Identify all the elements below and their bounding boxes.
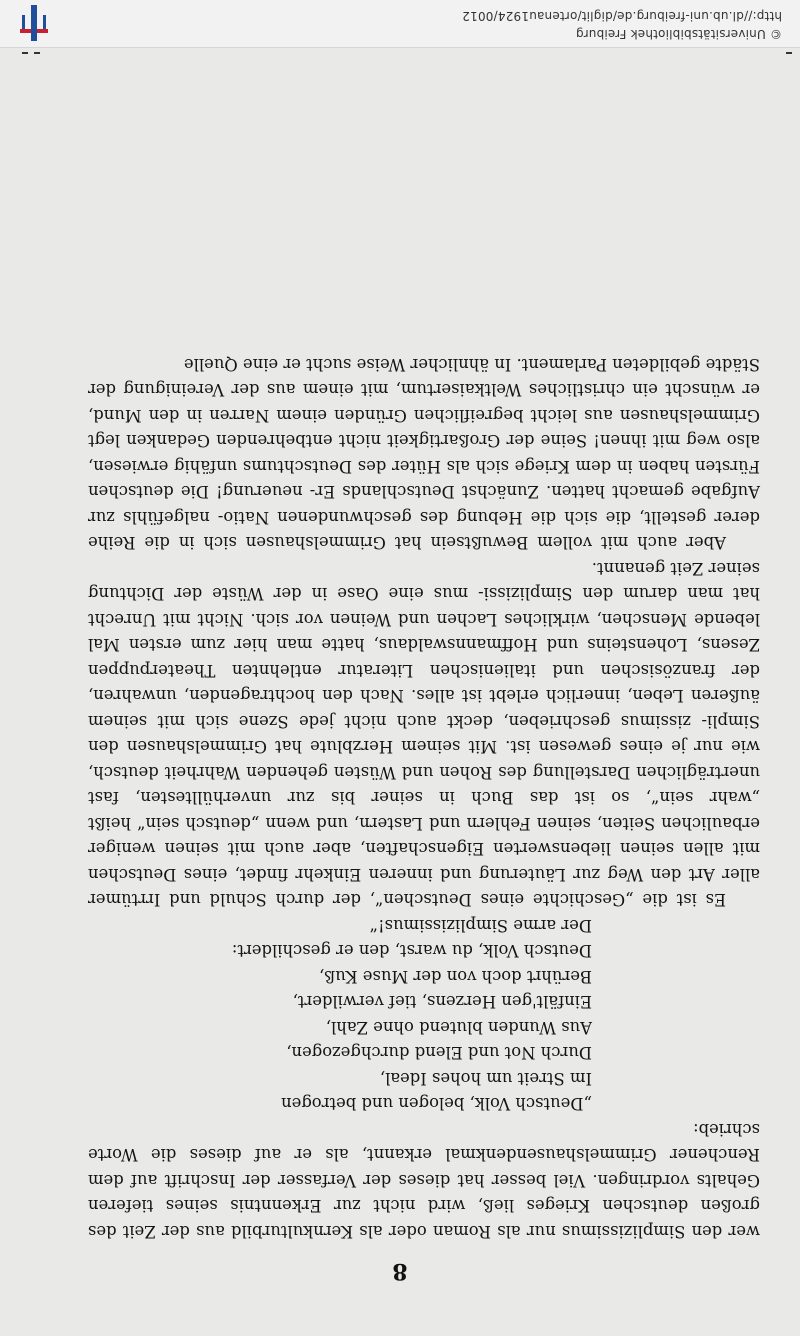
poem-line: Einfält'gen Herzens, tief verwildert, <box>292 992 592 1012</box>
poem-line: Durch Not und Elend durchgezogen, <box>286 1043 592 1063</box>
text-line: nalgefühls zur Aufgabe gemacht hatten. Zunächst Deutschlands Er- <box>87 482 760 527</box>
intro-paragraph <box>88 1117 760 1245</box>
page-number: 8 <box>392 1258 408 1284</box>
poem-line: Deutsch Volk, du warst, den er geschildert: <box>231 941 592 961</box>
text-line: Rohen und Wüsten gehenden Wahrheit deutsch, wie nur je eines <box>88 737 760 782</box>
text-line: ein christliches Weltkaisertum, mit einem aus der Vereinigung der <box>88 380 658 400</box>
text-line: Lastern, und wenn „deutsch sein“ heißt „wahr sein“, so ist das Buch <box>87 788 760 833</box>
poem-line: Berührt doch von der Muse Kuß, <box>318 967 592 986</box>
text-line: leicht begreiflichen Gründen einem Narren in den Mund, er wünscht <box>88 380 760 425</box>
text-line: der Inschrift auf dem Renchener Grimmelshausendenkmal erkannt, <box>87 1145 760 1190</box>
copyright-notice: © Universitätsbibliothek Freiburg <box>575 27 782 41</box>
text-line: zissimus geschrieben, deckt auch nicht jede Szene sich mit seinem <box>87 712 692 731</box>
text-line: des Deutschtums unfähig erwiesen, also weg mit ihnen! Seine der <box>88 431 760 476</box>
paragraph-2 <box>88 352 760 556</box>
text-line: mus eine Oase in der Wüste der Dichtung seiner Zeit genannt. <box>88 559 760 604</box>
text-line: man hier zum ersten Mal lebende Menschen, wirkliches Lachen und <box>88 610 760 655</box>
text-line: als er auf dieses die Worte schrieb: <box>88 1120 760 1165</box>
text-line: gewesen ist. Mit seinem Herzblute hat Grimmelshausen den Simpli- <box>88 712 760 757</box>
body-text <box>88 352 760 1245</box>
library-header <box>0 0 800 48</box>
text-line: unwahren, der französischen und italienischen Literatur entlehnten <box>88 661 760 706</box>
text-line: neuerung! Die deutschen Fürsten haben in dem Kriege sich als Hüter <box>88 457 760 502</box>
poem-line: Im Streit um hohes Ideal, <box>379 1069 592 1088</box>
text-line: Irrtümer aller Art den Weg zur Läuterung und inneren Einkehr <box>88 865 760 910</box>
text-line: Weinen vor sich. Nicht mit Unrecht hat man darum den Simplizissi- <box>88 584 760 629</box>
text-line: in seiner bis zur unverhülltesten, fast unerträglichen Darstellung des <box>88 763 760 808</box>
poem-line: „Deutsch Volk, belogen und betrogen <box>281 1094 592 1114</box>
edge-mark <box>786 52 792 54</box>
university-library-logo-icon <box>14 3 54 43</box>
text-line: Städte gebildeten Parlament. In ähnlicher Weise sucht er eine Quelle <box>183 355 760 374</box>
text-line: Theaterpuppen Zesens, Lohensteins und Hoffmannswaldaus, hatte <box>88 635 760 680</box>
text-line: Reihe derer gestellt, die sich die Hebung des geschwundenen Natio- <box>88 508 760 553</box>
text-line: aber auch mit seinen weniger erbaulichen Seiten, seinen Fehlern und <box>88 814 760 859</box>
edge-mark <box>34 52 40 54</box>
text-line: seines tieferen Gehalts vordringen. Viel besser hat dieses der Verfasser <box>87 1171 760 1216</box>
text-line: Es ist die „Geschichte eines Deutschen“, der durch Schuld und <box>169 890 726 910</box>
poem-line: Der arme Simplizissimus!“ <box>369 916 592 935</box>
text-line: äußeren Leben, innerlich erlebt ist alles. Nach den hochtragenden, <box>183 686 760 706</box>
source-url-link[interactable]: http://dl.ub.uni-freiburg.de/diglit/ortenau1924/0012 <box>462 9 782 23</box>
poem-line: Aus Wunden blutend ohne Zahl, <box>325 1018 592 1037</box>
text-line: der Zeit des großen deutschen Krieges ließ, wird nicht zur Erkenntnis <box>87 1196 760 1241</box>
edge-mark <box>22 52 28 54</box>
text-line: wer den Simplizissimus nur als Roman oder als Kernkulturbild aus <box>196 1222 760 1241</box>
text-line: Großartigkeit nicht entbehrenden Gedanken legt Grimmelshausen aus <box>88 406 760 451</box>
text-line: findet, eines Deutschen mit allen seinen liebenswerten Eigenschaften, <box>87 839 760 884</box>
text-line: Aber auch mit vollem Bewußtsein hat Grimmelshausen sich in die <box>144 533 726 553</box>
poem-inscription <box>88 913 760 1117</box>
paragraph-1 <box>88 556 760 913</box>
scan-edge-marks <box>0 48 800 60</box>
page-content <box>0 48 800 1336</box>
